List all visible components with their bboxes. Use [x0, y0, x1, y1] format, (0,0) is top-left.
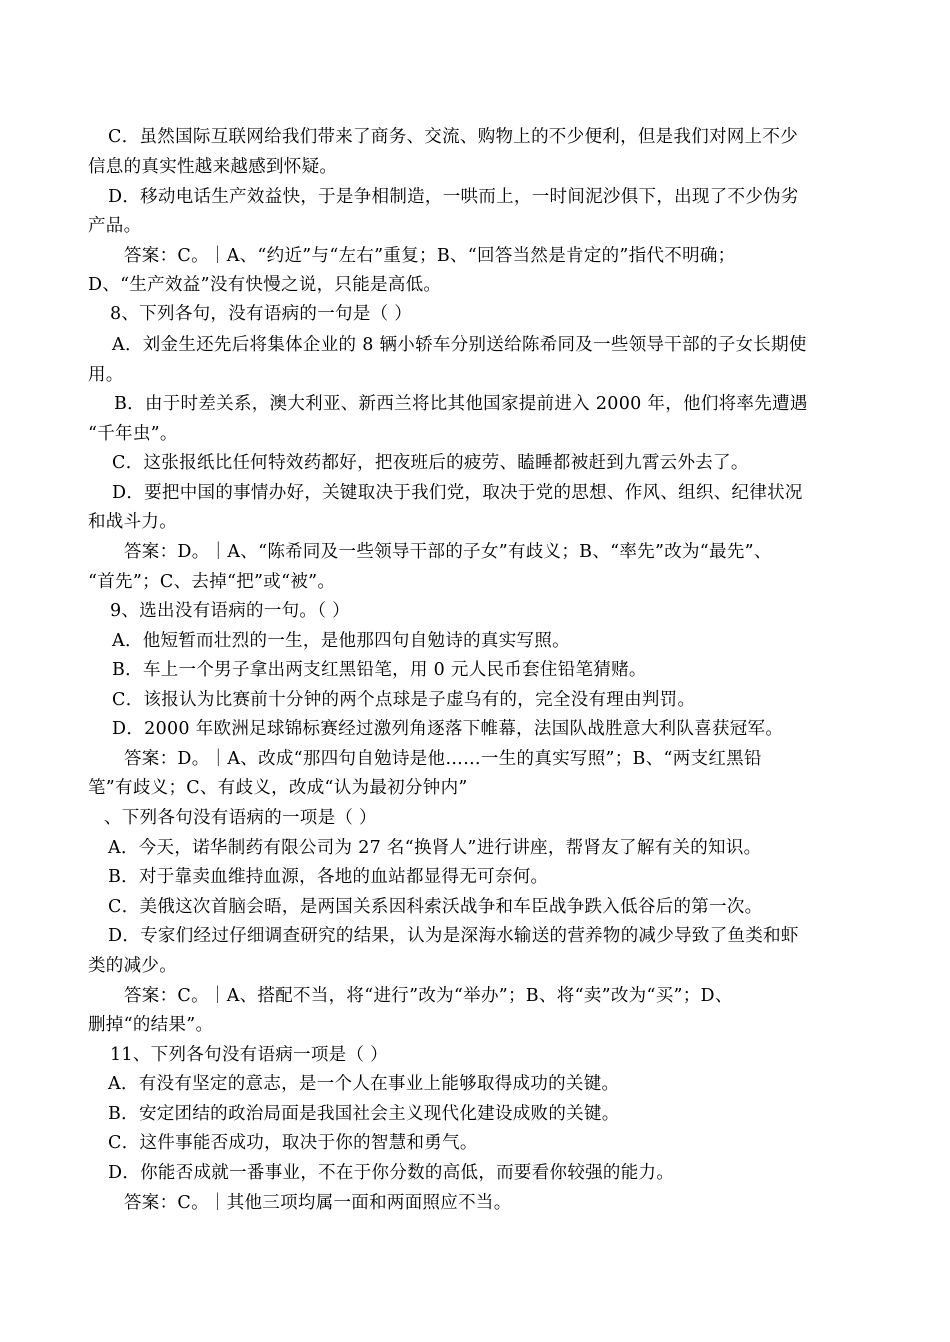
q8-option-b-line-1: B．由于时差关系，澳大利亚、新西兰将比其他国家提前进入 2000 年，他们将率先遭遇 — [114, 394, 808, 414]
q10-option-a: A．今天，诺华制药有限公司为 27 名“换肾人”进行讲座，帮肾友了解有关的知识。 — [108, 838, 762, 858]
answer-10-line-1: 答案：C。｜A、搭配不当，将“进行”改为“举办”；B、将“卖”改为“买”；D、 — [124, 986, 733, 1006]
answer-9-line-2: 笔”有歧义；C、有歧义，改成“认为最初分钟内” — [88, 778, 468, 798]
answer-8-line-2: “首先”；C、去掉“把”或“被”。 — [88, 572, 336, 592]
q9-option-b: B．车上一个男子拿出两支红黑铅笔，用 0 元人民币套住铅笔猜赌。 — [112, 660, 647, 680]
question-9: 9、选出没有语病的一句。（ ） — [110, 601, 350, 621]
question-11: 11、下列各句没有语病一项是（ ） — [110, 1045, 388, 1065]
q10-option-d-line-2: 类的减少。 — [88, 956, 177, 976]
q11-option-d: D．你能否成就一番事业，不在于你分数的高低，而要看你较强的能力。 — [108, 1163, 675, 1183]
q8-option-d-line-2: 和战斗力。 — [88, 512, 177, 532]
answer-8-line-1: 答案：D。｜A、“陈希同及一些领导干部的子女”有歧义；B、“率先”改为“最先”、 — [124, 542, 772, 562]
q8-option-d-line-1: D．要把中国的事情办好，关键取决于我们党，取决于党的思想、作风、组织、纪律状况 — [112, 483, 803, 503]
answer-7-line-1: 答案：C。｜A、“约近”与“左右”重复；B、“回答当然是肯定的”指代不明确； — [124, 246, 736, 266]
question-10: 、下列各句没有语病的一项是（ ） — [104, 808, 377, 828]
q11-option-a: A．有没有坚定的意志，是一个人在事业上能够取得成功的关键。 — [108, 1074, 620, 1094]
q8-option-a-line-2: 用。 — [88, 365, 124, 385]
answer-7-line-2: D、“生产效益”没有快慢之说，只能是高低。 — [88, 275, 442, 295]
q11-option-b: B．安定团结的政治局面是我国社会主义现代化建设成败的关键。 — [108, 1104, 620, 1124]
option-c-line-1: C．虽然国际互联网给我们带来了商务、交流、购物上的不少便利，但是我们对网上不少 — [108, 127, 799, 147]
answer-11: 答案：C。｜其他三项均属一面和两面照应不当。 — [124, 1193, 512, 1213]
q8-option-a-line-1: A．刘金生还先后将集体企业的 8 辆小轿车分别送给陈希同及一些领导干部的子女长期使 — [112, 335, 807, 355]
option-d-line-2: 产品。 — [88, 216, 142, 236]
option-c-line-2: 信息的真实性越来越感到怀疑。 — [88, 157, 338, 177]
q9-option-a: A．他短暂而壮烈的一生，是他那四句自勉诗的真实写照。 — [112, 631, 570, 651]
q9-option-d: D．2000 年欧洲足球锦标赛经过激列角逐落下帷幕，法国队战胜意大利队喜获冠军。 — [112, 719, 784, 739]
q9-option-c: C．该报认为比赛前十分钟的两个点球是子虚乌有的，完全没有理由判罚。 — [112, 690, 696, 710]
q8-option-b-line-2: “千年虫”。 — [88, 424, 178, 444]
option-d-line-1: D．移动电话生产效益快，于是争相制造，一哄而上，一时间泥沙俱下，出现了不少伪劣 — [108, 187, 799, 207]
q10-option-d-line-1: D．专家们经过仔细调查研究的结果，认为是深海水输送的营养物的减少导致了鱼类和虾 — [108, 926, 799, 946]
q11-option-c: C．这件事能否成功，取决于你的智慧和勇气。 — [108, 1133, 478, 1153]
q10-option-b: B．对于靠卖血维持血源，各地的血站都显得无可奈何。 — [108, 867, 549, 887]
answer-9-line-1: 答案：D。｜A、改成“那四句自勉诗是他……一生的真实写照”；B、“两支红黑铅 — [124, 749, 762, 769]
answer-10-line-2: 删掉“的结果”。 — [88, 1015, 214, 1035]
q8-option-c: C．这张报纸比任何特效药都好，把夜班后的疲劳、瞌睡都被赶到九霄云外去了。 — [112, 453, 749, 473]
q10-option-c: C．美俄这次首脑会晤，是两国关系因科索沃战争和车臣战争跌入低谷后的第一次。 — [108, 897, 763, 917]
question-8: 8、下列各句，没有语病的一句是（ ） — [110, 304, 413, 324]
